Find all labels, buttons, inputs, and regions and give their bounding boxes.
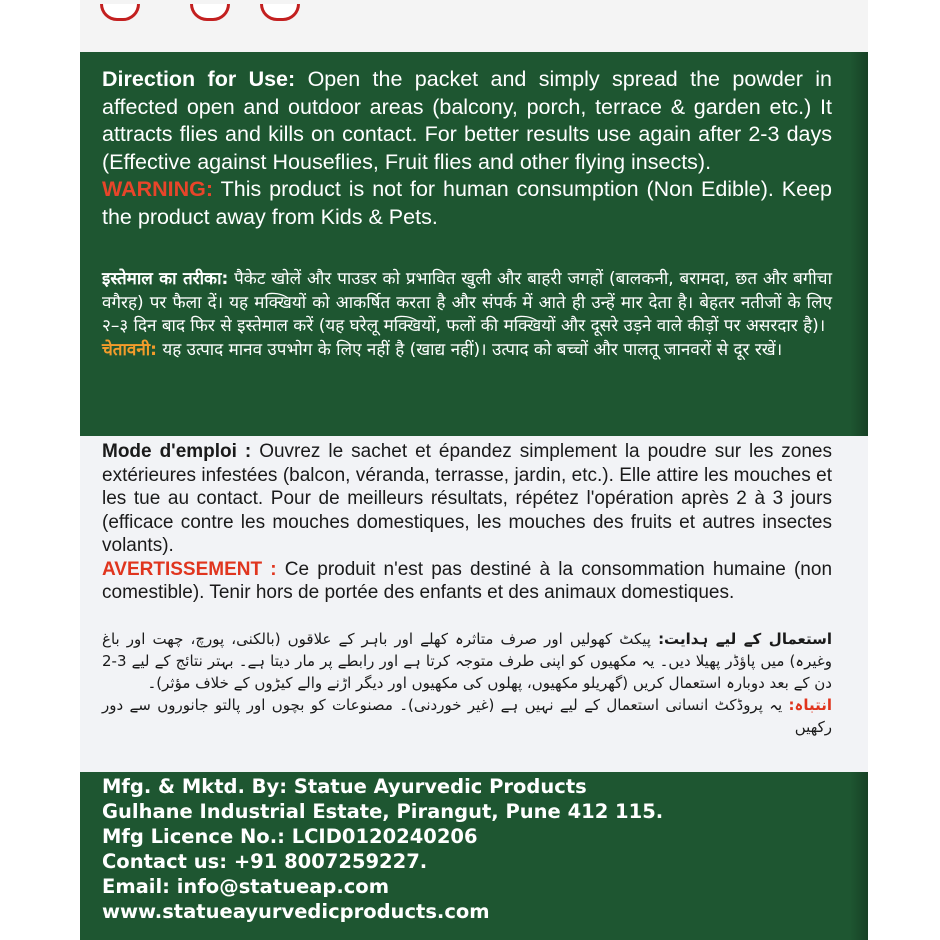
french-warning-heading: AVERTISSEMENT :: [102, 558, 277, 580]
hindi-direction-heading: इस्तेमाल का तरीका:: [102, 269, 229, 289]
french-warning-text: Ce produit n'est pas destiné à la consommation humaine (non comestible). Tenir hors de portée des enfants et des animaux domestiques.: [102, 558, 833, 603]
urdu-warning-text: یہ پروڈکٹ انسانی استعمال کے لیے نہیں ہے (غیر خوردنی)۔ مصنوعات کو بچوں اور پالتو جانوروں سے دور رکھیں: [102, 696, 832, 736]
english-direction-heading: Direction for Use:: [102, 67, 296, 91]
top-flap: [80, 0, 868, 53]
no-symbol-icon: [100, 4, 140, 21]
contact-line: Contact us: +91 8007259227.: [102, 850, 428, 873]
urdu-instructions: [102, 628, 832, 738]
manufacturer-info: [102, 774, 832, 924]
english-direction-text: Open the packet and simply spread the powder in affected open and outdoor areas (balcony, porch, terrace & garden etc.) It attracts flies and kills on contact. For better results use again after 2-3 days (Effective against Houseflies, Fruit flies and other flying insects).: [102, 67, 832, 174]
hindi-instructions: [102, 268, 832, 362]
french-direction-text: Ouvrez le sachet et épandez simplement la poudre sur les zones extérieures infestées (balcon, véranda, terrasse, jardin, etc.). Elle attire les mouches et les tue au contact. Pour de meilleurs résultats, répétez l'opération après 2 à 3 jours (efficace contre les mouches domestiques, les mouches des fruits et autres insectes volants).: [102, 441, 832, 556]
english-warning-heading: WARNING:: [102, 177, 214, 201]
french-instructions: [102, 440, 832, 605]
no-symbol-icon: [190, 4, 230, 21]
urdu-direction-text: پیکٹ کھولیں اور صرف متاثرہ کھلے اور باہر کے علاقوں (بالکنی، پورچ، چھت اور باغ وغیرہ) میں پاؤڈر پھیلا دیں۔ یہ مکھیوں کو اپنی طرف متوجہ کرتا ہے اور رابطے پر مار دیتا ہے۔ بہتر نتائج کے لیے 3-2 دن کے بعد دوبارہ استعمال کریں (گھریلو مکھیوں، پھلوں کی مکھیوں اور دیگر اڑنے والے کیڑوں کے خلاف مؤثر)۔: [102, 630, 832, 692]
email-line: Email: info@statueap.com: [102, 875, 390, 898]
manufacturer-line: Mfg. & Mktd. By: Statue Ayurvedic Products: [102, 775, 587, 798]
hindi-warning-heading: चेतावनी:: [102, 339, 157, 360]
address-line: Gulhane Industrial Estate, Pirangut, Pune 412 115.: [102, 800, 664, 823]
no-symbol-icon: [260, 4, 300, 21]
hindi-direction-text: पैकेट खोलें और पाउडर को प्रभावित खुली और बाहरी जगहों (बालकनी, बरामदा, छत और बगीचा वगैरह) पर फैला दें। यह मक्खियों को आकर्षित करता है और संपर्क में आते ही उन्हें मार देता है। बेहतर नतीजों के लिए २–३ दिन बाद फिर से इस्तेमाल करें (यह घरेलू मक्खियों, फलों की मक्खियों और दूसरे उड़ने वाले कीड़ों पर असरदार है)।: [102, 269, 832, 336]
website-line: www.statueayurvedicproducts.com: [102, 900, 490, 923]
english-instructions: [102, 66, 832, 231]
french-direction-heading: Mode d'emploi :: [102, 441, 252, 462]
english-warning-text: This product is not for human consumption (Non Edible). Keep the product away from Kids & Pets.: [102, 177, 832, 229]
urdu-direction-heading: استعمال کے لیے ہدایت:: [658, 630, 832, 648]
hindi-warning-text: यह उत्पाद मानव उपभोग के लिए नहीं है (खाद्य नहीं)। उत्पाद को बच्चों और पालतू जानवरों से दूर रखें।: [162, 339, 783, 360]
urdu-warning-heading: انتباہ:: [788, 696, 832, 714]
licence-line: Mfg Licence No.: LCID0120240206: [102, 825, 478, 848]
